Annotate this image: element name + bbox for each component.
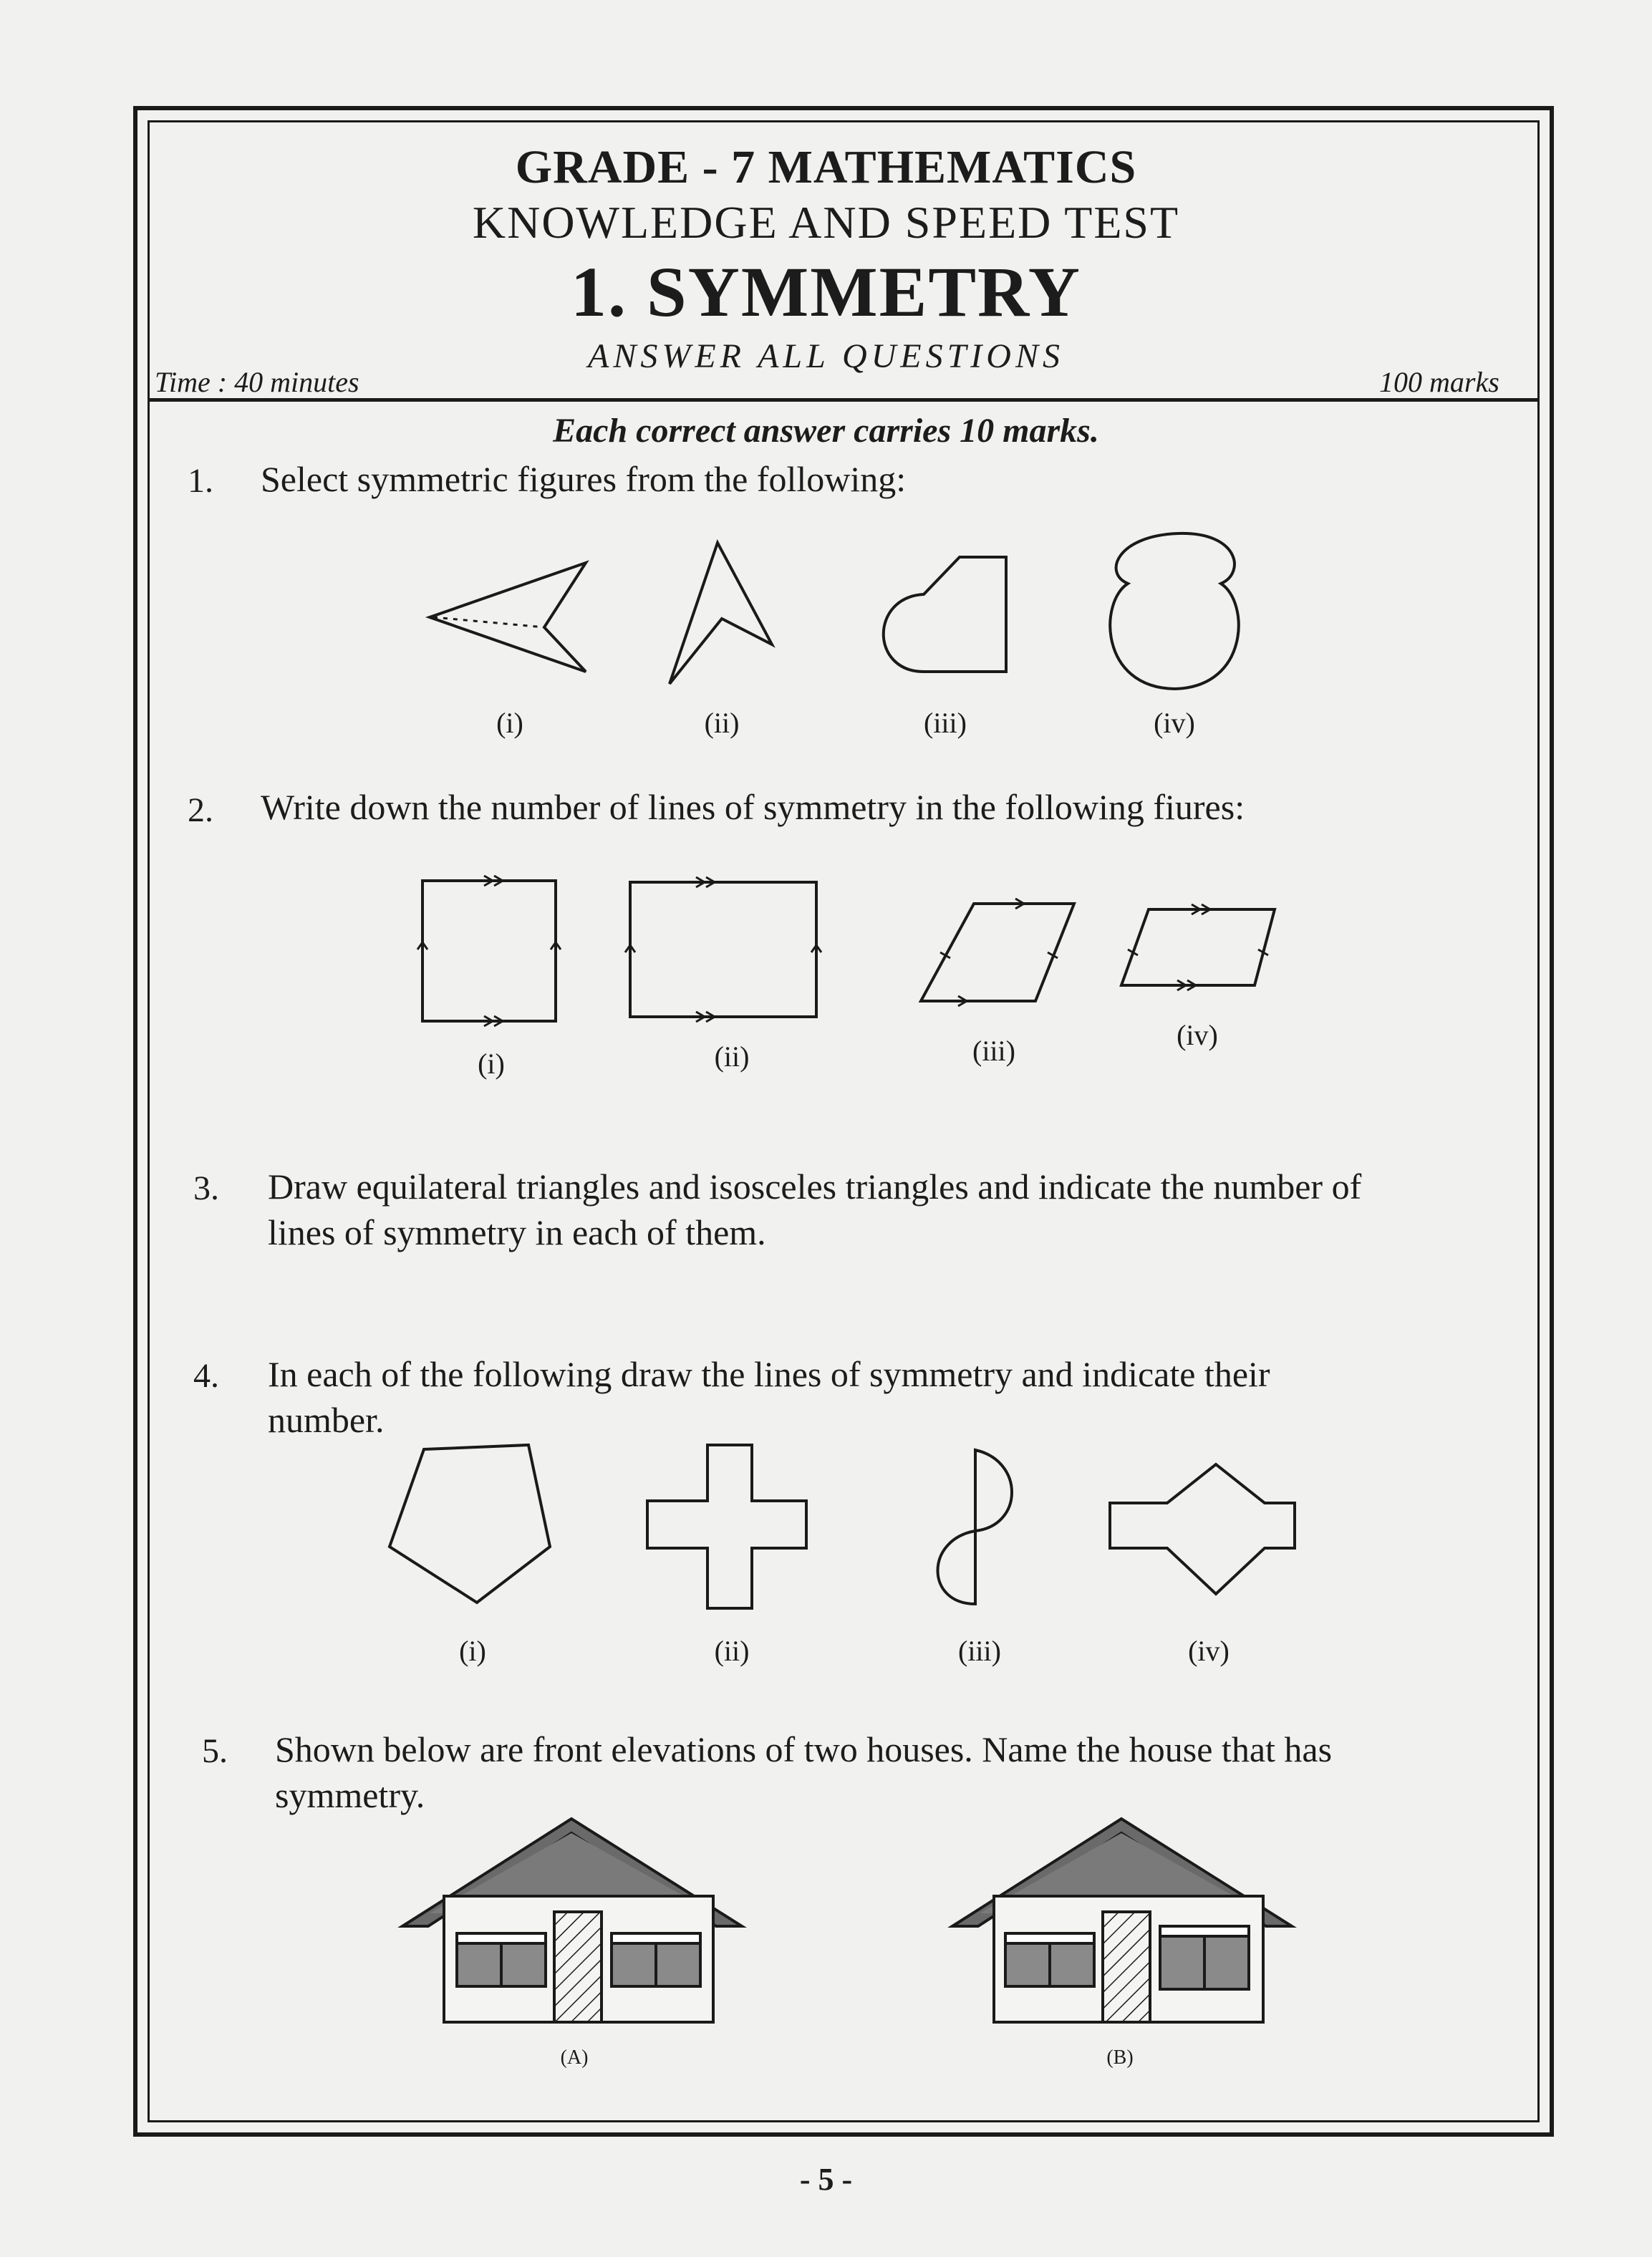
house-label-a: (A) <box>560 2046 589 2069</box>
house-b <box>952 1819 1292 2022</box>
grade-title: GRADE - 7 MATHEMATICS <box>515 141 1137 193</box>
house-a-door <box>554 1912 602 2022</box>
instruction-heading: ANSWER ALL QUESTIONS <box>588 337 1064 375</box>
question-1-number: 1. <box>188 462 213 500</box>
figure-4-label-i: (i) <box>459 1635 486 1667</box>
figure-1-label-ii: (ii) <box>704 707 740 739</box>
question-5-text-line2: symmetry. <box>275 1775 425 1815</box>
time-allowed: Time : 40 minutes <box>155 366 359 398</box>
house-b-door <box>1103 1912 1150 2022</box>
question-3-number: 3. <box>193 1169 219 1207</box>
question-2-text: Write down the number of lines of symmetry in the following fiures: <box>261 787 1245 827</box>
figure-2-label-i: (i) <box>478 1048 505 1080</box>
question-2-number: 2. <box>188 791 213 829</box>
question-4-text-line1: In each of the following draw the lines of symmetry and indicate their <box>268 1354 1270 1394</box>
figure-4-label-ii: (ii) <box>714 1635 750 1667</box>
figure-1-label-iv: (iv) <box>1154 707 1195 739</box>
question-5-text-line1: Shown below are front elevations of two houses. Name the house that has <box>275 1729 1333 1769</box>
question-5-number: 5. <box>202 1732 228 1770</box>
figure-1-label-iii: (iii) <box>924 707 967 739</box>
figure-4-label-iii: (iii) <box>958 1635 1001 1667</box>
figure-1-label-i: (i) <box>496 707 523 739</box>
question-4-number: 4. <box>193 1357 219 1395</box>
question-4-text-line2: number. <box>268 1400 385 1440</box>
house-a <box>402 1819 742 2022</box>
total-marks: 100 marks <box>1379 366 1499 398</box>
figure-4-label-iv: (iv) <box>1188 1635 1230 1667</box>
house-label-b: (B) <box>1106 2046 1134 2069</box>
page-number: - 5 - <box>799 2162 853 2197</box>
question-1-text: Select symmetric figures from the following: <box>261 459 907 499</box>
figure-2-label-ii: (ii) <box>714 1040 750 1073</box>
topic-title: 1. SYMMETRY <box>571 252 1081 332</box>
figure-2-label-iv: (iv) <box>1177 1019 1218 1051</box>
marks-note: Each correct answer carries 10 marks. <box>553 412 1099 450</box>
question-3-text-line2: lines of symmetry in each of them. <box>268 1212 766 1252</box>
figure-2-label-iii: (iii) <box>972 1035 1015 1067</box>
test-subtitle: KNOWLEDGE AND SPEED TEST <box>472 197 1180 248</box>
question-3-text-line1: Draw equilateral triangles and isosceles triangles and indicate the number of <box>268 1166 1362 1207</box>
